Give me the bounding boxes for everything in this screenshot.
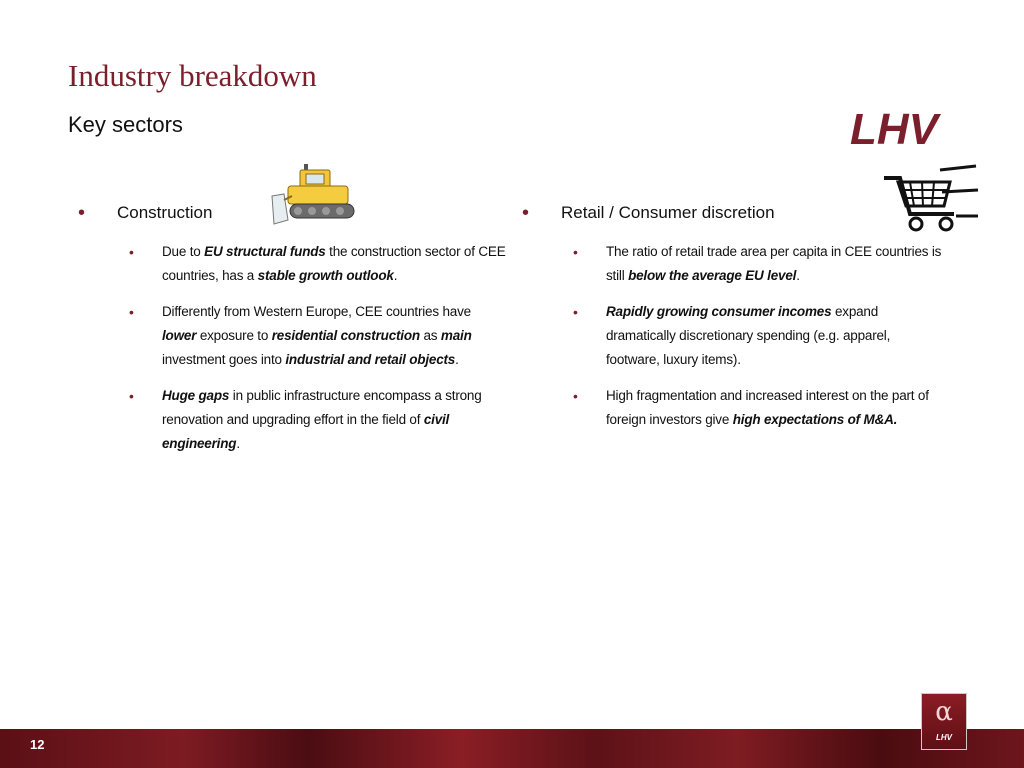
- badge-text: LHV: [936, 733, 952, 742]
- svg-text:LHV: LHV: [850, 106, 938, 148]
- sector-heading-retail: • Retail / Consumer discretion: [522, 198, 942, 228]
- lhv-logo: [848, 106, 958, 148]
- bullet-point: [129, 300, 508, 372]
- emphasis-text: EU structural funds: [204, 244, 326, 259]
- bullet-point: [573, 240, 942, 288]
- retail-column: [522, 198, 942, 444]
- bullet-icon: •: [522, 202, 530, 224]
- body-text: Due to: [162, 244, 205, 259]
- emphasis-text: below the average EU level: [628, 268, 797, 283]
- body-text: .: [393, 268, 398, 283]
- emphasis-text: main: [440, 328, 472, 343]
- body-text: The ratio of retail trade area per capita in CEE countries is still: [606, 244, 942, 283]
- body-text: High fragmentation and increased interest on the part of foreign investors give: [606, 388, 929, 427]
- page-subtitle: Key sectors: [68, 112, 183, 137]
- emphasis-text: industrial and retail objects: [285, 352, 456, 367]
- body-text: expand dramatically discretionary spending (e.g. apparel, footware, luxury items).: [606, 304, 891, 367]
- bullet-icon: •: [129, 304, 134, 320]
- bullet-point: [573, 384, 942, 432]
- footer-bar: [0, 729, 1024, 768]
- bullet-icon: •: [573, 304, 578, 320]
- body-text: investment goes into: [162, 352, 286, 367]
- retail-points: [522, 240, 942, 432]
- bullet-icon: •: [129, 244, 134, 260]
- body-text: .: [455, 352, 459, 367]
- emphasis-text: civil engineering: [162, 412, 450, 451]
- page-title: Industry breakdown: [68, 58, 317, 93]
- body-text: .: [236, 436, 240, 451]
- emphasis-text: Rapidly growing consumer incomes: [606, 304, 832, 319]
- body-text: the construction sector of CEE countries, has a: [162, 244, 506, 283]
- emphasis-text: stable growth outlook: [257, 268, 394, 283]
- bullet-point: [129, 240, 508, 288]
- body-text: .: [796, 268, 800, 283]
- body-text: Differently from Western Europe, CEE countries have: [162, 304, 471, 319]
- bullet-point: [573, 300, 942, 372]
- emphasis-text: residential construction: [271, 328, 420, 343]
- emphasis-text: lower: [162, 328, 197, 343]
- lhv-badge-logo: [921, 693, 967, 750]
- sector-heading-construction: • Construction: [78, 198, 508, 228]
- bullet-icon: •: [573, 388, 578, 404]
- alpha-symbol: α: [935, 697, 953, 727]
- bullet-point: [129, 384, 508, 456]
- emphasis-text: Huge gaps: [162, 388, 230, 403]
- body-text: exposure to: [196, 328, 272, 343]
- bullet-icon: •: [78, 202, 86, 224]
- construction-column: [78, 198, 508, 468]
- construction-points: [78, 240, 508, 456]
- bullet-icon: •: [129, 388, 134, 404]
- bullet-icon: •: [573, 244, 578, 260]
- body-text: as: [419, 328, 441, 343]
- body-text: in public infrastructure encompass a strong renovation and upgrading effort in the field of: [162, 388, 482, 427]
- page-number: 12: [30, 737, 45, 752]
- emphasis-text: high expectations of M&A.: [732, 412, 898, 427]
